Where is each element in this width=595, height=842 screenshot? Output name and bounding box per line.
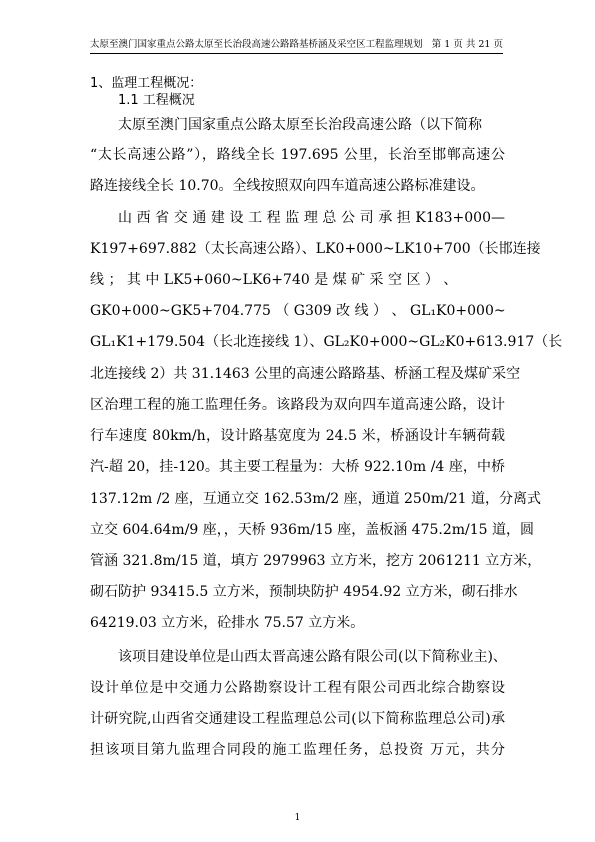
paragraph-line: 山 西 省 交 通 建 设 工 程 监 理 总 公 司 承 担 K183+000— <box>118 210 505 226</box>
paragraph-line: 汽-超 20，挂-120。其主要工程量为：大桥 922.10m /4 座，中桥 <box>90 459 505 475</box>
subsection-heading: 1.1 工程概况 <box>118 93 195 108</box>
paragraph-line: 担该项目第九监理合同段的施工监理任务，总投资 万元，共分 <box>90 742 505 758</box>
paragraph-line: K197+697.882（太长高速公路）、LK0+000~LK10+700（长邯连接 <box>90 241 541 257</box>
paragraph-line: 线 ； 其 中 LK5+060~LK6+740 是 煤 矿 采 空 区 ） 、 <box>90 272 458 288</box>
paragraph-line: 设计单位是中交通力公路勘察设计工程有限公司西北综合勘察设 <box>90 680 505 696</box>
section-heading: 1、监理工程概况： <box>90 76 203 91</box>
paragraph-line: 太原至澳门国家重点公路太原至长治段高速公路（以下简称 <box>118 117 482 133</box>
paragraph-line: 行车速度 80km/h，设计路基宽度为 24.5 米，桥涵设计车辆荷载 <box>90 428 505 444</box>
paragraph-line: GK0+000~GK5+704.775 （ G309 改 线 ） 、 GL₁K0+000~ <box>90 303 506 319</box>
page-number: 1 <box>294 813 301 823</box>
header-title: 太原至澳门国家重点公路太原至长治段高速公路路基桥涵及采空区工程监理规划 <box>90 39 423 50</box>
paragraph-line: “太长高速公路”），路线全长 197.695 公里，长治至邯郸高速公 <box>90 147 505 163</box>
paragraph-line: GL₁K1+179.504（长北连接线 1）、GL₂K0+000~GL₂K0+613.917（长 <box>90 334 563 350</box>
paragraph-line: 区治理工程的施工监理任务。该路段为双向四车道高速公路，设计 <box>90 397 505 413</box>
header-page-info: 第 1 页 共 21 页 <box>431 39 503 50</box>
paragraph-line: 137.12m /2 座，互通立交 162.53m/2 座，通道 250m/21 道，分离式 <box>90 491 542 507</box>
paragraph-line: 北连接线 2）共 31.1463 公里的高速公路路基、桥涵工程及煤矿采空 <box>90 366 521 382</box>
paragraph-line: 路连接线全长 10.70。全线按照双向四车道高速公路标准建设。 <box>90 178 485 194</box>
paragraph-line: 立交 604.64m/9 座，，天桥 936m/15 座，盖板涵 475.2m/15 道，圆 <box>90 522 535 538</box>
paragraph-line: 该项目建设单位是山西太晋高速公路有限公司(以下简称业主)、 <box>118 649 507 665</box>
paragraph-line: 计研究院,山西省交通建设工程监理总公司(以下简称监理总公司)承 <box>90 711 505 727</box>
page-header <box>90 39 503 54</box>
paragraph-line: 管涵 321.8m/15 道，填方 2979963 立方米，挖方 2061211 立方米， <box>90 553 542 569</box>
paragraph-line: 砌石防护 93415.5 立方米，预制块防护 4954.92 立方米，砌石排水 <box>90 584 518 600</box>
paragraph-line: 64219.03 立方米，砼排水 75.57 立方米。 <box>90 615 365 631</box>
